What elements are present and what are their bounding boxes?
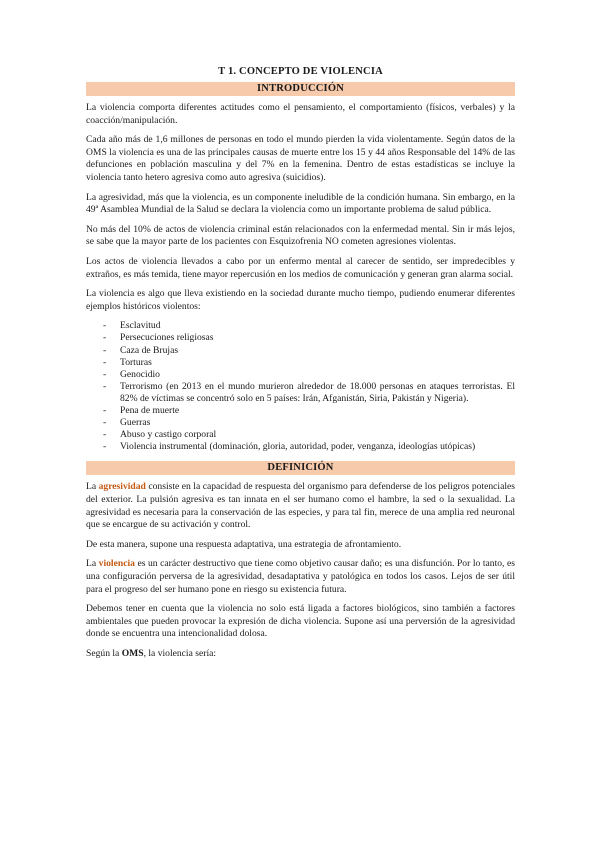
list-item: - Esclavitud bbox=[103, 320, 161, 332]
intro-paragraph-2: Cada año más de 1,6 millones de personas en todo el mundo pierden la vida violentamente. Según datos de la OMS la violencia es una de las principales causas de muerte entre los 15 y 44 años Responsable del 14% de las defunciones en población masculina y del 7% en la femenina. Dentro de estas estadísticas se incluye la violencia tanto hetero agresiva como auto agresiva (suicidios). bbox=[86, 134, 515, 183]
keyword-oms: OMS bbox=[121, 647, 144, 659]
historical-examples-list bbox=[86, 320, 515, 453]
section-heading-definicion: DEFINICIÓN bbox=[86, 461, 515, 475]
list-item: - Caza de Brujas bbox=[103, 344, 179, 356]
list-item: - Terrorismo (en 2013 en el mundo murieron alrededor de 18.000 personas en ataques terroristas. El 82% de víctimas se concentró solo en 5 países: Irán, Afganistán, Siria, Pakistán y Nigeria). bbox=[103, 380, 515, 404]
keyword-violencia: violencia bbox=[98, 558, 135, 570]
list-item: - Guerras bbox=[103, 417, 151, 429]
list-item: - Persecuciones religiosas bbox=[103, 332, 214, 344]
list-item: - Violencia instrumental (dominación, gloria, autoridad, poder, venganza, ideologías utópicas) bbox=[103, 441, 476, 453]
list-item: - Genocidio bbox=[103, 368, 160, 380]
list-item: - Pena de muerte bbox=[103, 404, 180, 416]
intro-paragraph-1: La violencia comporta diferentes actitudes como el pensamiento, el comportamiento (físicos, verbales) y la coacción/manipulación. bbox=[86, 102, 515, 126]
keyword-agresividad: agresividad bbox=[98, 481, 146, 493]
definition-paragraph-5: Según la OMS, la violencia sería: bbox=[86, 647, 217, 659]
intro-paragraph-4: No más del 10% de actos de violencia criminal están relacionados con la enfermedad mental. Sin ir más lejos, se sabe que la mayor parte de los pacientes con Esquizofrenia NO cometen agresiones violentas. bbox=[86, 223, 515, 248]
section-heading-introduccion: INTRODUCCIÓN bbox=[86, 82, 515, 96]
definition-paragraph-2: De esta manera, supone una respuesta adaptativa, una estrategia de afrontamiento. bbox=[86, 538, 402, 550]
intro-paragraph-5: Los actos de violencia llevados a cabo por un enfermo mental al carecer de sentido, ser impredecibles y extraños, es más temida, tiene mayor repercusión en los medios de comunicación y generan gran alarma social. bbox=[86, 255, 515, 280]
document-page bbox=[86, 66, 515, 667]
intro-paragraph-6: La violencia es algo que lleva existiendo en la sociedad durante mucho tiempo, pudiendo enumerar diferentes ejemplos históricos violentos: bbox=[86, 288, 515, 312]
list-item: - Torturas bbox=[103, 356, 152, 368]
document-title: T 1. CONCEPTO DE VIOLENCIA bbox=[218, 66, 383, 77]
definition-paragraph-1: La agresividad consiste en la capacidad de respuesta del organismo para defenderse de los peligros potenciales del exterior. La pulsión agresiva es tan innata en el ser humano como el hambre, la sed o la sexualidad. La agresividad es necesaria para la conservación de las especies, y para tal fin, merece de una amplia red neuronal que se encargue de su activación y control. bbox=[86, 481, 515, 531]
intro-paragraph-3: La agresividad, más que la violencia, es un componente ineludible de la condición humana. Sin embargo, en la 49ª Asamblea Mundial de la Salud se declara la violencia como un importante problema de salud pública. bbox=[86, 191, 515, 216]
definition-paragraph-3: La violencia es un carácter destructivo que tiene como objetivo causar daño; es una disfunción. Por lo tanto, es una configuración perversa de la agresividad, desadaptativa y patológica en todos los casos. Lejos de ser útil para el progreso del ser humano pone en riesgo su existencia futura. bbox=[86, 558, 515, 595]
list-item: - Abuso y castigo corporal bbox=[103, 429, 217, 441]
definition-paragraph-4: Debemos tener en cuenta que la violencia no solo está ligada a factores biológicos, sino también a factores ambientales que pueden provocar la expresión de dicha violencia. Supone así una perversión de la agresividad donde se encuentra una intencionalidad dolosa. bbox=[86, 603, 515, 640]
